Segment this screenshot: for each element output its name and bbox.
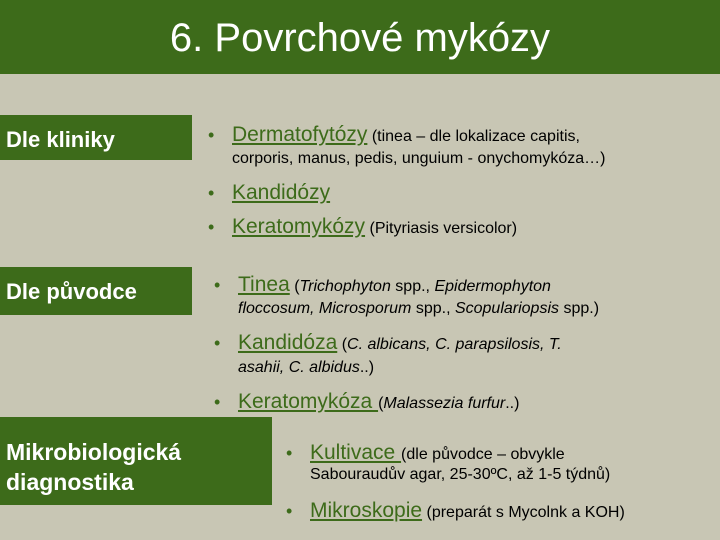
note-continuation: asahii, C. albidus..) [238, 359, 375, 376]
label-dle-puvodce [0, 267, 192, 315]
term-keratomykozy: Keratomykózy [232, 215, 366, 238]
bullet-icon: • [286, 501, 293, 521]
bullet-icon: • [214, 275, 221, 295]
label-mikrobiologicka-diagnostika [0, 417, 272, 505]
bullet-icon: • [208, 183, 215, 203]
bullet-icon: • [208, 125, 215, 145]
list-item [208, 124, 580, 145]
note-continuation: corporis, manus, pedis, unguium - onychomykóza…) [232, 150, 606, 167]
bullet-icon: • [208, 217, 215, 237]
note: (Pityriasis versicolor) [369, 220, 518, 237]
bullet-icon: • [286, 443, 293, 463]
label-dle-kliniky [0, 115, 192, 160]
list-item: • Kultivace (dle původce – obvykle [286, 441, 565, 464]
bullet-icon: • [214, 392, 221, 412]
label-text: Mikrobiologická [6, 439, 182, 465]
term-kandidoza: Kandidóza [238, 331, 338, 354]
list-item: • Kandidóza (C. albicans, C. parapsilosis, T. [214, 331, 562, 354]
term-kandidozy: Kandidózy [232, 181, 331, 204]
list-item: • Keratomykóza (Malassezia furfur..) [214, 390, 520, 413]
label-text: diagnostika [6, 469, 134, 495]
label-text: Dle kliniky [6, 127, 115, 152]
page-title: 6. Povrchové mykózy [169, 16, 551, 60]
bullet-icon: • [214, 333, 221, 353]
note-continuation: Sabouraudův agar, 25-30ºC, až 1-5 týdnů) [310, 466, 611, 483]
term-mikroskopie: Mikroskopie [310, 499, 423, 522]
list-item [208, 216, 517, 237]
note-continuation: floccosum, Microsporum spp., Scopulariopsis spp.) [238, 300, 600, 317]
term-keratomykoza: Keratomykóza [238, 390, 379, 413]
list-item: • Mikroskopie (preparát s Mycolnk a KOH) [286, 499, 625, 522]
note: (tinea – dle lokalizace capitis, [371, 128, 580, 145]
list-item [208, 182, 330, 203]
term-kultivace: Kultivace [310, 441, 402, 464]
term-tinea: Tinea [238, 273, 290, 296]
list-item: • Tinea (Trichophyton spp., Epidermophyton [214, 273, 551, 296]
label-text: Dle původce [6, 279, 137, 304]
term-dermatofytozy: Dermatofytózy [232, 123, 368, 146]
